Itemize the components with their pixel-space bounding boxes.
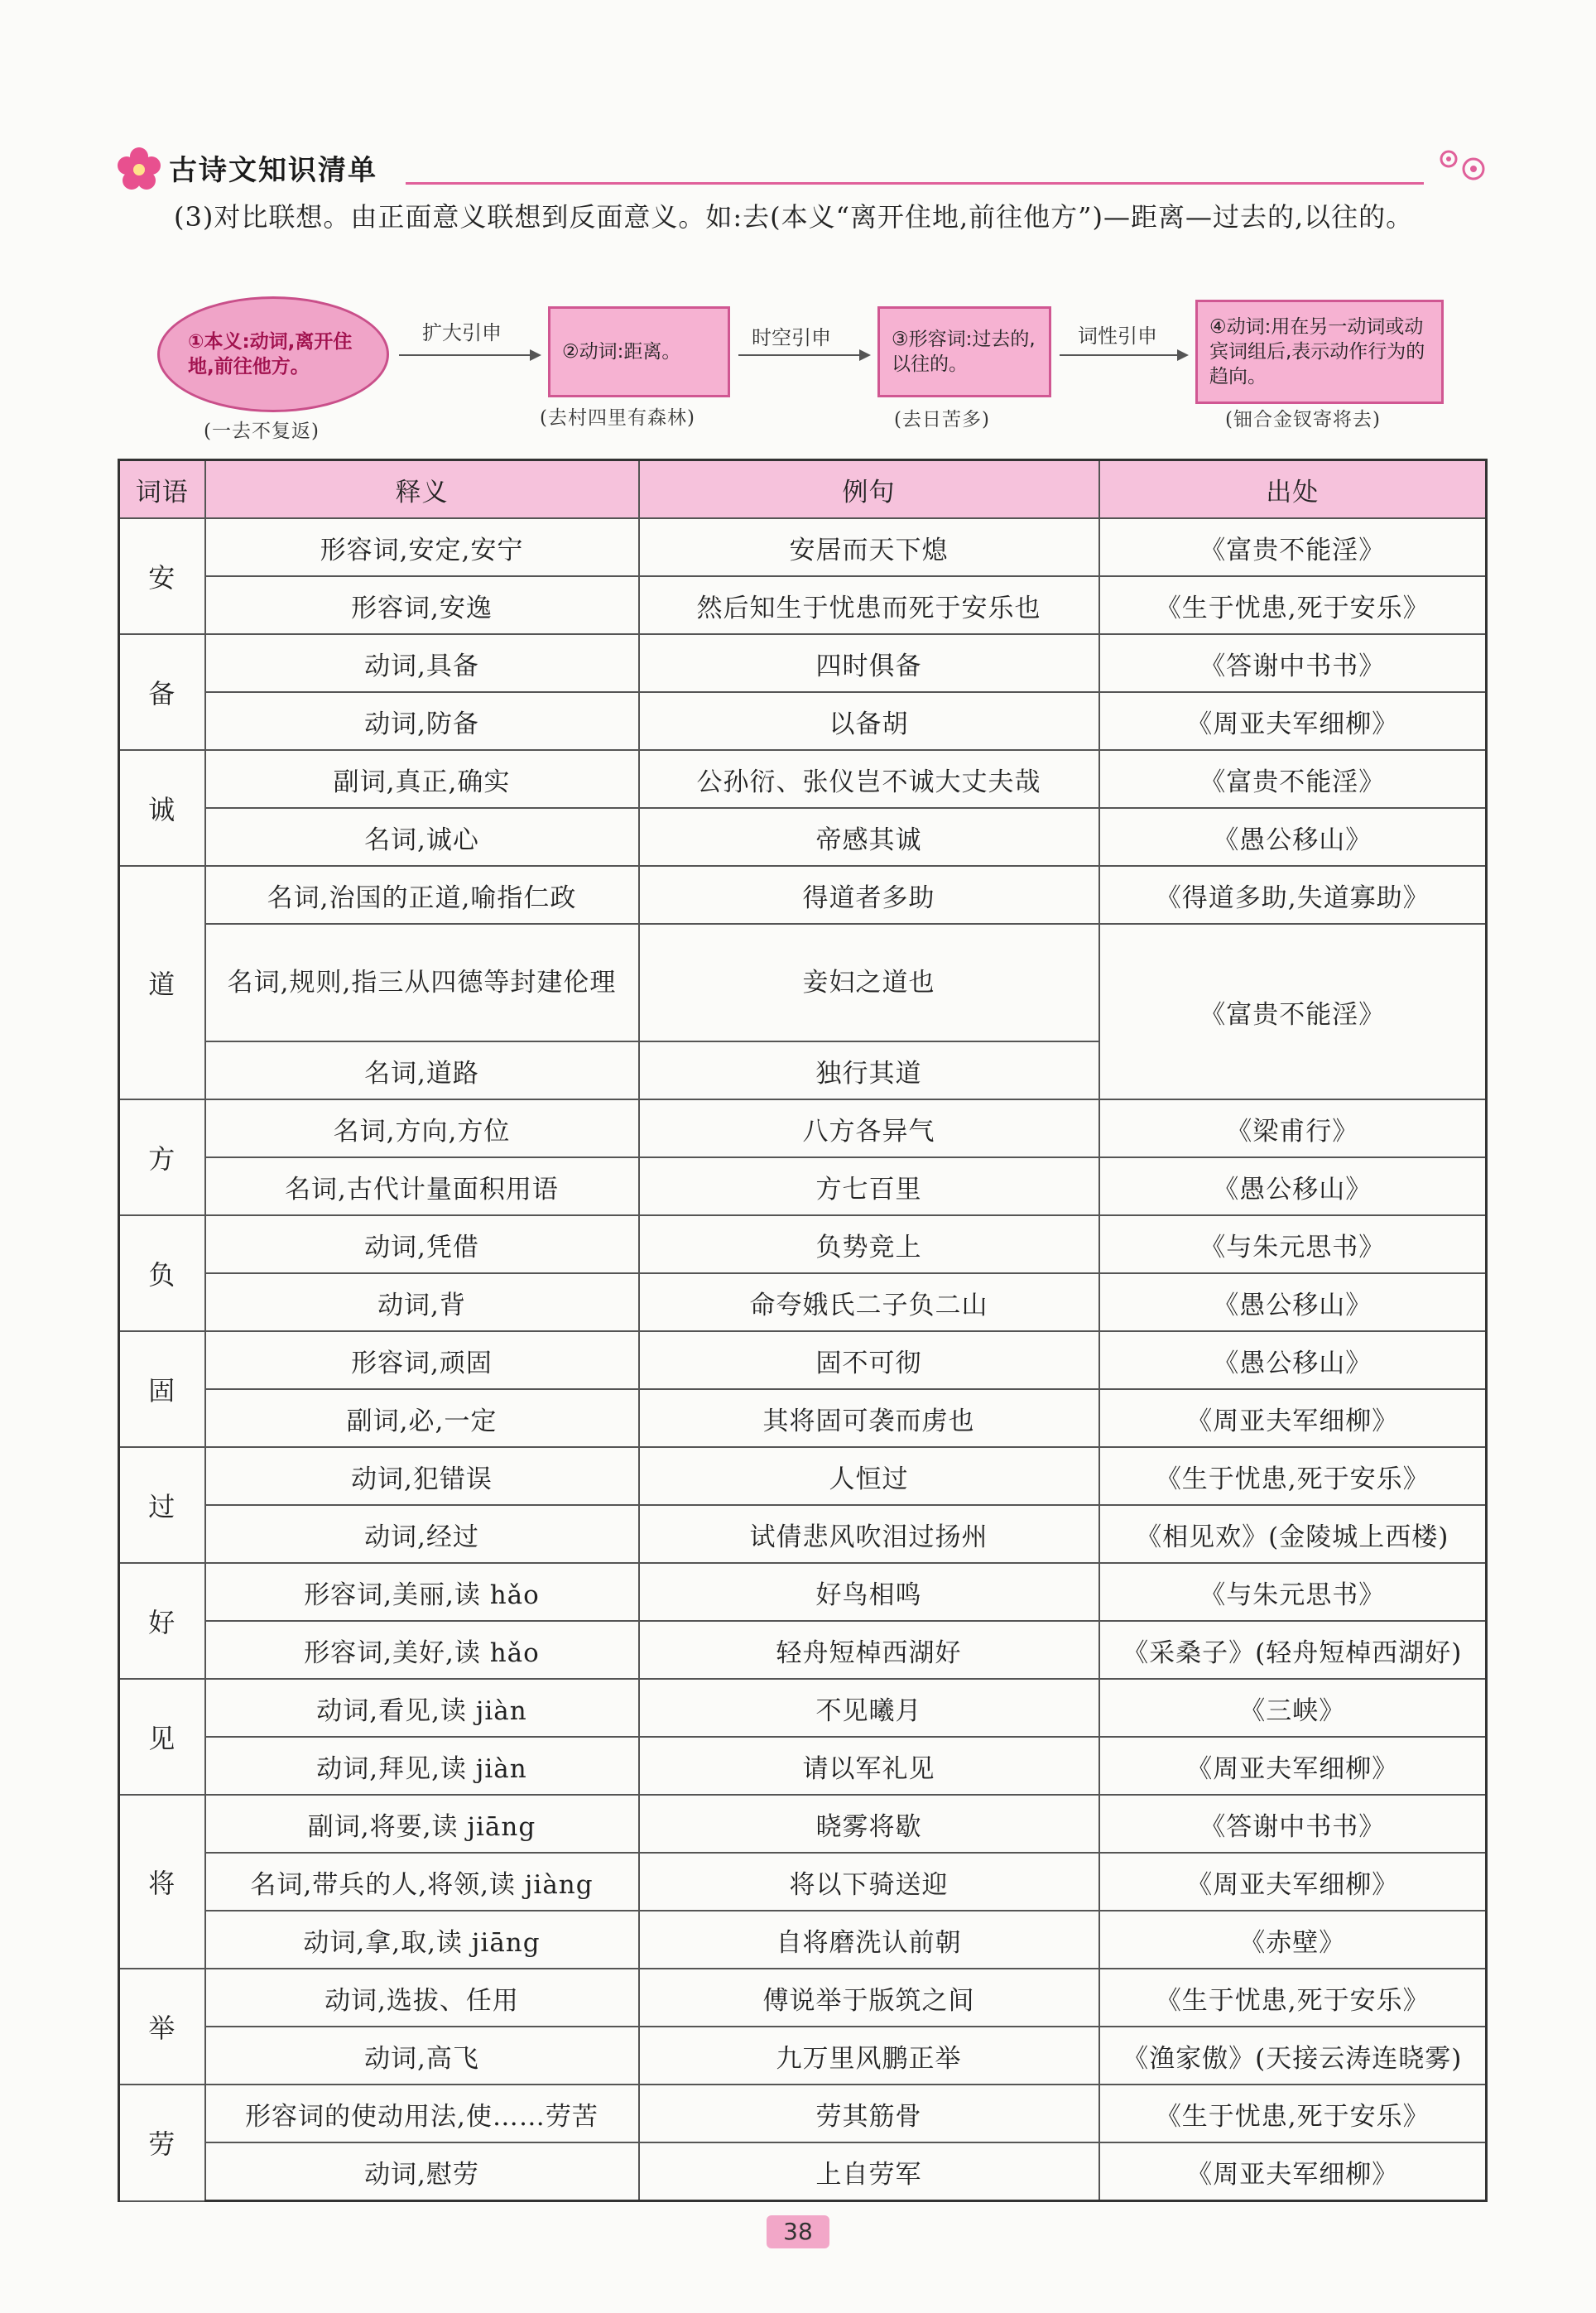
word-cell: 道: [119, 866, 205, 1099]
example-cell: 其将固可袭而虏也: [639, 1389, 1099, 1447]
source-cell: 《三峡》: [1099, 1679, 1487, 1737]
table-row: [119, 1157, 1487, 1215]
meaning-cell: 名词,古代计量面积用语: [205, 1157, 639, 1215]
meaning-flow-diagram: [157, 290, 1465, 447]
table-row: [119, 1853, 1487, 1911]
table-row: [119, 1447, 1487, 1505]
table-row: [119, 1389, 1487, 1447]
example-cell: 不见曦月: [639, 1679, 1099, 1737]
arrow-label-time-space: 时空引申: [752, 326, 831, 349]
meaning-cell: 名词,诚心: [205, 808, 639, 866]
meaning-cell: 形容词,安逸: [205, 576, 639, 634]
example-cell: 独行其道: [639, 1041, 1099, 1099]
example-cell: 得道者多助: [639, 866, 1099, 924]
table-row: [119, 750, 1487, 808]
word-cell: 好: [119, 1563, 205, 1679]
table-row: [119, 924, 1487, 1041]
word-cell: 过: [119, 1447, 205, 1563]
source-cell: 《相见欢》(金陵城上西楼): [1099, 1505, 1487, 1563]
table-row: [119, 576, 1487, 634]
meaning-cell: 动词,凭借: [205, 1215, 639, 1273]
meaning-cell: 副词,必,一定: [205, 1389, 639, 1447]
example-cell: 负势竞上: [639, 1215, 1099, 1273]
caption-2: (去村四里有森林): [540, 407, 695, 429]
meaning-cell: 形容词,安定,安宁: [205, 518, 639, 576]
source-cell: 《富贵不能淫》: [1099, 924, 1487, 1099]
example-cell: 人恒过: [639, 1447, 1099, 1505]
caption-1: (一去不复返): [204, 421, 320, 442]
meaning-cell: 形容词,美好,读 hǎo: [205, 1621, 639, 1679]
example-cell: 将以下骑送迎: [639, 1853, 1099, 1911]
caption-4: (钿合金钗寄将去): [1225, 409, 1381, 430]
table-row: [119, 866, 1487, 924]
word-cell: 固: [119, 1331, 205, 1447]
table-header-row: [119, 460, 1487, 519]
meaning-cell: 形容词的使动用法,使……劳苦: [205, 2085, 639, 2142]
table-row: [119, 2085, 1487, 2142]
header-source: 出处: [1099, 460, 1487, 519]
meaning-cell: 动词,慰劳: [205, 2142, 639, 2201]
table-row: [119, 1679, 1487, 1737]
table-row: [119, 1215, 1487, 1273]
example-cell: 试倩悲风吹泪过扬州: [639, 1505, 1099, 1563]
example-cell: 自将磨洗认前朝: [639, 1911, 1099, 1969]
meaning-cell: 动词,拿,取,读 jiāng: [205, 1911, 639, 1969]
table-row: [119, 1505, 1487, 1563]
word-cell: 将: [119, 1795, 205, 1969]
example-cell: 帝感其诚: [639, 808, 1099, 866]
example-cell: 固不可彻: [639, 1331, 1099, 1389]
meaning-cell: 动词,经过: [205, 1505, 639, 1563]
page-header: [116, 146, 1490, 195]
source-cell: 《周亚夫军细柳》: [1099, 1389, 1487, 1447]
source-cell: 《赤壁》: [1099, 1911, 1487, 1969]
example-cell: 好鸟相鸣: [639, 1563, 1099, 1621]
example-cell: 傅说举于版筑之间: [639, 1969, 1099, 2027]
meaning-cell: 名词,方向,方位: [205, 1099, 639, 1157]
source-cell: 《愚公移山》: [1099, 808, 1487, 866]
meaning-cell: 名词,道路: [205, 1041, 639, 1099]
intro-text: (3)对比联想。由正面意义联想到反面意义。如:去(本义“离开住地,前往他方”)—距离—过去的,以往的。: [174, 201, 1414, 233]
table-row: [119, 1911, 1487, 1969]
meaning-cell: 动词,高飞: [205, 2027, 639, 2085]
meaning-cell: 名词,规则,指三从四德等封建伦理: [205, 924, 639, 1041]
example-cell: 请以军礼见: [639, 1737, 1099, 1795]
source-cell: 《愚公移山》: [1099, 1273, 1487, 1331]
source-cell: 《周亚夫军细柳》: [1099, 692, 1487, 750]
example-cell: 上自劳军: [639, 2142, 1099, 2201]
source-cell: 《得道多助,失道寡助》: [1099, 866, 1487, 924]
header-meaning: 释义: [205, 460, 639, 519]
word-cell: 劳: [119, 2085, 205, 2201]
table-row: [119, 1563, 1487, 1621]
section-title: 古诗文知识清单: [169, 154, 377, 187]
table-row: [119, 808, 1487, 866]
example-cell: 安居而天下熄: [639, 518, 1099, 576]
example-cell: 九万里风鹏正举: [639, 2027, 1099, 2085]
table-row: [119, 518, 1487, 576]
example-cell: 公孙衍、张仪岂不诚大丈夫哉: [639, 750, 1099, 808]
vocabulary-table: [118, 459, 1488, 2202]
table-row: [119, 2027, 1487, 2085]
source-cell: 《梁甫行》: [1099, 1099, 1487, 1157]
word-cell: 方: [119, 1099, 205, 1215]
word-cell: 见: [119, 1679, 205, 1795]
source-cell: 《与朱元思书》: [1099, 1215, 1487, 1273]
header-example: 例句: [639, 460, 1099, 519]
flow-node-original-meaning: ①本义:动词,离开住地,前往他方。: [157, 296, 389, 412]
example-cell: 方七百里: [639, 1157, 1099, 1215]
example-cell: 然后知生于忧患而死于安乐也: [639, 576, 1099, 634]
meaning-cell: 名词,带兵的人,将领,读 jiàng: [205, 1853, 639, 1911]
header-rule: [406, 182, 1424, 185]
word-cell: 备: [119, 634, 205, 750]
arrow-label-part-of-speech: 词性引申: [1078, 325, 1157, 348]
table-row: [119, 1099, 1487, 1157]
source-cell: 《生于忧患,死于安乐》: [1099, 576, 1487, 634]
example-cell: 妾妇之道也: [639, 924, 1099, 1041]
meaning-cell: 名词,治国的正道,喻指仁政: [205, 866, 639, 924]
meaning-cell: 动词,背: [205, 1273, 639, 1331]
example-cell: 八方各异气: [639, 1099, 1099, 1157]
meaning-cell: 动词,选拔、任用: [205, 1969, 639, 2027]
meaning-cell: 动词,具备: [205, 634, 639, 692]
source-cell: 《渔家傲》(天接云涛连晓雾): [1099, 2027, 1487, 2085]
word-cell: 诚: [119, 750, 205, 866]
header-word: 词语: [119, 460, 205, 519]
source-cell: 《周亚夫军细柳》: [1099, 1853, 1487, 1911]
arrow-3: [1060, 354, 1187, 356]
word-cell: 安: [119, 518, 205, 634]
source-cell: 《周亚夫军细柳》: [1099, 2142, 1487, 2201]
table-row: [119, 1737, 1487, 1795]
meaning-cell: 动词,拜见,读 jiàn: [205, 1737, 639, 1795]
flower-icon: [116, 146, 162, 192]
word-cell: 举: [119, 1969, 205, 2085]
table-body: [119, 518, 1487, 2201]
example-cell: 四时俱备: [639, 634, 1099, 692]
source-cell: 《与朱元思书》: [1099, 1563, 1487, 1621]
example-cell: 晓雾将歇: [639, 1795, 1099, 1853]
source-cell: 《周亚夫军细柳》: [1099, 1737, 1487, 1795]
source-cell: 《愚公移山》: [1099, 1331, 1487, 1389]
source-cell: 《愚公移山》: [1099, 1157, 1487, 1215]
table-row: [119, 1273, 1487, 1331]
table-row: [119, 1969, 1487, 2027]
table-row: [119, 1795, 1487, 1853]
table-row: [119, 1621, 1487, 1679]
meaning-cell: 动词,看见,读 jiàn: [205, 1679, 639, 1737]
table-row: [119, 2142, 1487, 2201]
example-cell: 轻舟短棹西湖好: [639, 1621, 1099, 1679]
source-cell: 《富贵不能淫》: [1099, 750, 1487, 808]
example-cell: 命夸娥氏二子负二山: [639, 1273, 1099, 1331]
source-cell: 《生于忧患,死于安乐》: [1099, 1447, 1487, 1505]
table-row: [119, 1331, 1487, 1389]
source-cell: 《生于忧患,死于安乐》: [1099, 2085, 1487, 2142]
source-cell: 《生于忧患,死于安乐》: [1099, 1969, 1487, 2027]
meaning-cell: 副词,将要,读 jiāng: [205, 1795, 639, 1853]
flow-node-past: ③形容词:过去的,以往的。: [877, 306, 1051, 397]
meaning-cell: 副词,真正,确实: [205, 750, 639, 808]
meaning-cell: 形容词,美丽,读 hǎo: [205, 1563, 639, 1621]
arrow-2: [738, 354, 869, 356]
arrow-label-expand: 扩大引申: [422, 321, 502, 344]
meaning-cell: 形容词,顽固: [205, 1331, 639, 1389]
word-cell: 负: [119, 1215, 205, 1331]
example-cell: 劳其筋骨: [639, 2085, 1099, 2142]
example-cell: 以备胡: [639, 692, 1099, 750]
meaning-cell: 动词,防备: [205, 692, 639, 750]
source-cell: 《富贵不能淫》: [1099, 518, 1487, 576]
caption-3: (去日苦多): [894, 409, 990, 430]
source-cell: 《答谢中书书》: [1099, 634, 1487, 692]
table-row: [119, 634, 1487, 692]
flow-node-direction: ④动词:用在另一动词或动宾词组后,表示动作行为的趋向。: [1195, 300, 1444, 404]
source-cell: 《答谢中书书》: [1099, 1795, 1487, 1853]
intro-paragraph: [121, 195, 1487, 238]
flow-node-distance: ②动词:距离。: [548, 306, 730, 397]
meaning-cell: 动词,犯错误: [205, 1447, 639, 1505]
flower-decoration-icon: [1432, 146, 1490, 187]
table-row: [119, 692, 1487, 750]
source-cell: 《采桑子》(轻舟短棹西湖好): [1099, 1621, 1487, 1679]
page-number: 38: [767, 2215, 829, 2248]
arrow-1: [399, 354, 540, 356]
